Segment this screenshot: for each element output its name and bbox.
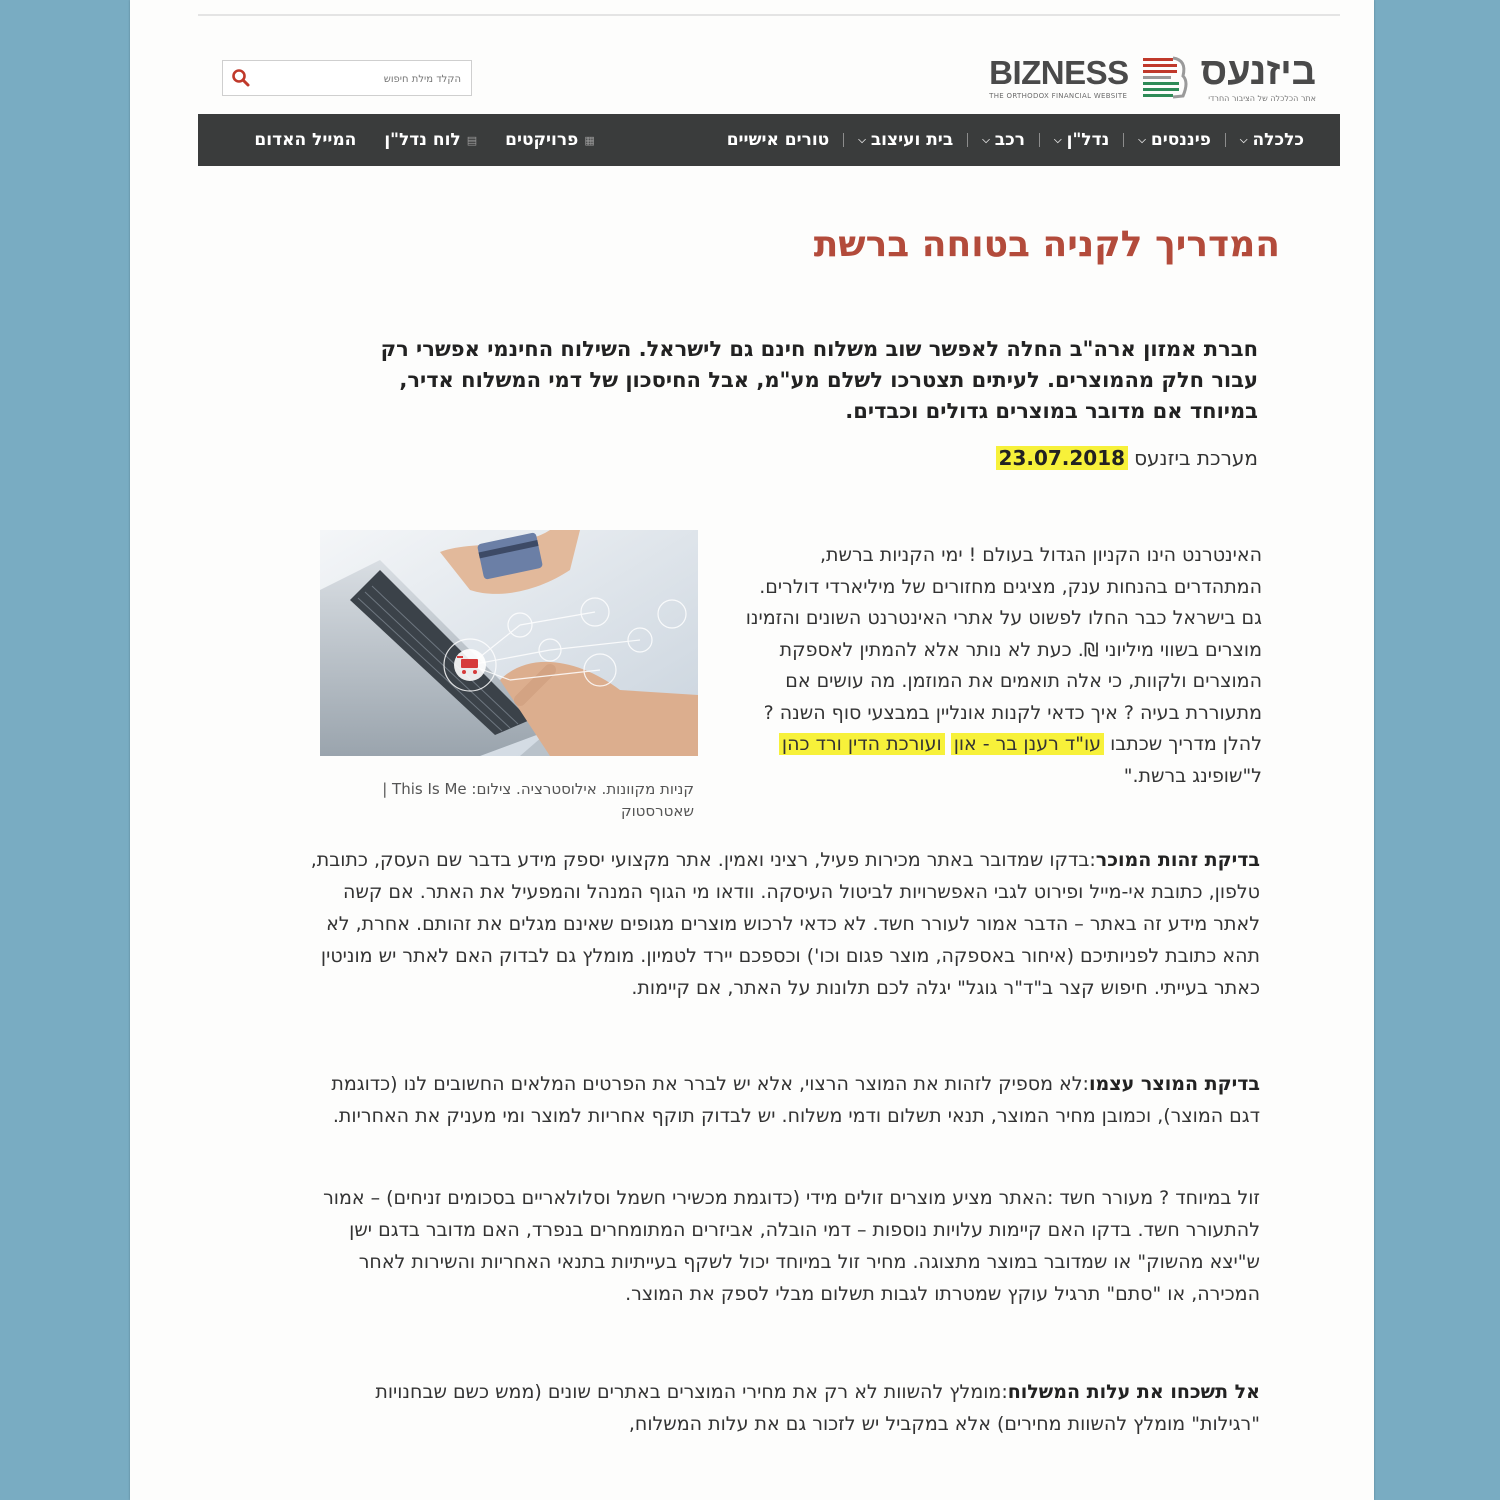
chevron-down-icon: ⌵ (858, 134, 866, 146)
scanned-page (130, 0, 1374, 1500)
nav-item-home-design[interactable] (844, 130, 967, 150)
section-product-check (310, 1068, 1260, 1132)
search-input[interactable] (259, 61, 463, 97)
search-icon[interactable] (231, 68, 251, 88)
nav-label: המייל האדום (254, 130, 357, 150)
byline-author[interactable]: מערכת ביזנעס (1134, 446, 1258, 470)
logo-english-tagline: THE ORTHODOX FINANCIAL WEBSITE (989, 92, 1128, 100)
section-text: :בדקו שמדובר באתר מכירות פעיל, רציני ואמין. אתר מקצועי יספק מידע בדבר שם העסק, כתובת, טלפון, כתובת אי-מייל ופירוט לגבי האפשרויות לביטול העיסקה. וודאו מי הגוף המנהל והמפעיל את האתר. אם קשה לאתר מידע זה באתר – הדבר אמור לעורר חשד. לא כדאי לרכוש מוצרים מגופים שאינם מגלים את זהותם. אחרת, לא תהא כתובת לפניותיכם (איחור באספקה, מוצר פגום וכו') וכספכם יירד לטמיון. מומלץ גם לבדוק האם לאתר יש מוניטין כאתר בעייתי. חיפוש קצר ב"ד"ר גוגל" יגלה לכם תלונות על האתר, אם קיימות. (310, 849, 1260, 999)
nav-item-finance[interactable] (1124, 130, 1225, 150)
chevron-down-icon: ⌵ (1054, 134, 1062, 146)
section-text: :לא מספיק לזהות את המוצר הרצוי, אלא יש לברר את הפרטים המלאים החשובים לנו (כדוגמת דגם המוצר), וכמובן מחיר המוצר, תנאי תשלום ודמי משלוח. יש לבדוק תוקף אחריות למוצר ומי מעניק את האחריות. (331, 1073, 1260, 1127)
grid-icon: ▦ (584, 133, 595, 147)
image-caption: קניות מקוונות. אילוסטרציה. צילום: This Is Me | שאטרסטוק (382, 780, 694, 820)
nav-label: כלכלה (1252, 130, 1304, 150)
chevron-down-icon: ⌵ (1239, 134, 1248, 146)
logo-english: BIZNESS (989, 54, 1129, 91)
nav-label: בית ועיצוב (870, 130, 954, 150)
chevron-down-icon: ⌵ (1138, 134, 1146, 146)
nav-item-columns[interactable] (713, 130, 844, 150)
nav-separator (1225, 133, 1226, 147)
section-too-cheap (310, 1182, 1260, 1310)
nav-separator (967, 133, 968, 147)
nav-item-projects[interactable] (491, 130, 609, 150)
nav-label: פרויקטים (505, 130, 579, 150)
site-logo[interactable] (989, 48, 1316, 108)
article-figure (320, 530, 700, 822)
logo-english-block (989, 56, 1129, 100)
section-text: :מומלץ להשוות לא רק את מחירי המוצרים באתרים שונים (ממש כשם שבחנויות "רגילות" מומלץ להשוות מחירים) אלא במקביל יש לזכור גם את עלות המשלוח, (375, 1381, 1260, 1435)
byline (996, 446, 1258, 470)
nav-item-real-estate-board[interactable] (370, 130, 491, 150)
logo-hebrew-block (1201, 53, 1316, 103)
logo-b-icon (1139, 52, 1191, 104)
section-heading: בדיקת המוצר עצמו (1088, 1073, 1260, 1095)
nav-separator (843, 133, 844, 147)
nav-label: טורים אישיים (726, 130, 830, 150)
nav-item-real-estate[interactable] (1040, 130, 1123, 150)
nav-label: רכב (994, 130, 1026, 150)
section-heading: אל תשכחו את עלות המשלוח (1007, 1381, 1260, 1403)
article-intro (742, 540, 1262, 792)
section-heading: בדיקת זהות המוכר (1095, 849, 1260, 871)
online-shopping-illustration (320, 530, 698, 756)
section-seller-identity (310, 844, 1260, 1004)
main-navigation (198, 114, 1340, 166)
top-divider (198, 14, 1340, 16)
intro-author-1: עו"ד רענן בר - און (951, 733, 1104, 755)
nav-item-economy[interactable] (1226, 130, 1318, 150)
nav-item-cars[interactable] (968, 130, 1039, 150)
search-box (222, 60, 472, 96)
board-icon: ▤ (466, 133, 478, 147)
nav-label: לוח נדל"ן (384, 130, 461, 150)
intro-text: האינטרנט הינו הקניון הגדול בעולם ! ימי הקניות ברשת, המתהדרים בהנחות ענק, מציגים מחזורים של מיליארדי דולרים. גם בישראל כבר החלו לפשוט על אתרי האינטרנט השונים והזמינו מוצרים בשווי מיליוני ₪. כעת לא נותר אלא להמתין לאספקת המוצרים ולקוות, כי אלה תואמים את המוזמן. מה עושים אם מתעוררת בעיה ? איך כדאי לקנות אונליין במבצעי סוף השנה ? להלן מדריך שכתבו (745, 544, 1262, 755)
article-lead: חברת אמזון ארה"ב החלה לאפשר שוב משלוח חינם גם לישראל. השילוח החינמי אפשרי רק עבור חלק מהמוצרים. לעיתים תצטרכו לשלם מע"מ, אבל החיסכון של דמי המשלוח אדיר, במיוחד אם מדובר במוצרים גדולים וכבדים. (380, 337, 1258, 423)
byline-date: 23.07.2018 (996, 446, 1129, 470)
intro-author-2: ועורכת הדין ורד כהן (779, 733, 945, 755)
section-text: זול במיוחד ? מעורר חשד :האתר מציע מוצרים זולים מידי (כדוגמת מכשירי חשמל וסלולאריים בסכומים זניחים) – אמור להתעורר חשד. בדקו האם קיימות עלויות נוספות – דמי הובלה, אביזרים המתומחרים בנפרד, האם מדובר בדגם ישן ש"יצא מהשוק" או שמדובר במוצר מתצוגה. מחיר זול במיוחד יכול לשקף בעייתיות בתנאי האחריות והשירות לאחר המכירה, או "סתם" תרגיל עוקץ שמטרתו לגבות תשלום מבלי לספק את המוצר. (323, 1187, 1260, 1305)
article-title: המדריך לקניה בטוחה ברשת (813, 224, 1280, 265)
intro-tail: ל"שופינג ברשת." (1123, 764, 1262, 787)
nav-label: פיננסים (1150, 130, 1211, 150)
section-shipping-cost (310, 1376, 1260, 1440)
chevron-down-icon: ⌵ (982, 134, 990, 146)
logo-hebrew: ביזנעס (1200, 51, 1316, 93)
nav-item-red-mail[interactable] (240, 130, 370, 150)
nav-separator (1123, 133, 1124, 147)
nav-separator (1039, 133, 1040, 147)
nav-label: נדל"ן (1066, 130, 1110, 150)
logo-hebrew-tagline: אתר הכלכלה של הציבור החרדי (1208, 94, 1316, 103)
